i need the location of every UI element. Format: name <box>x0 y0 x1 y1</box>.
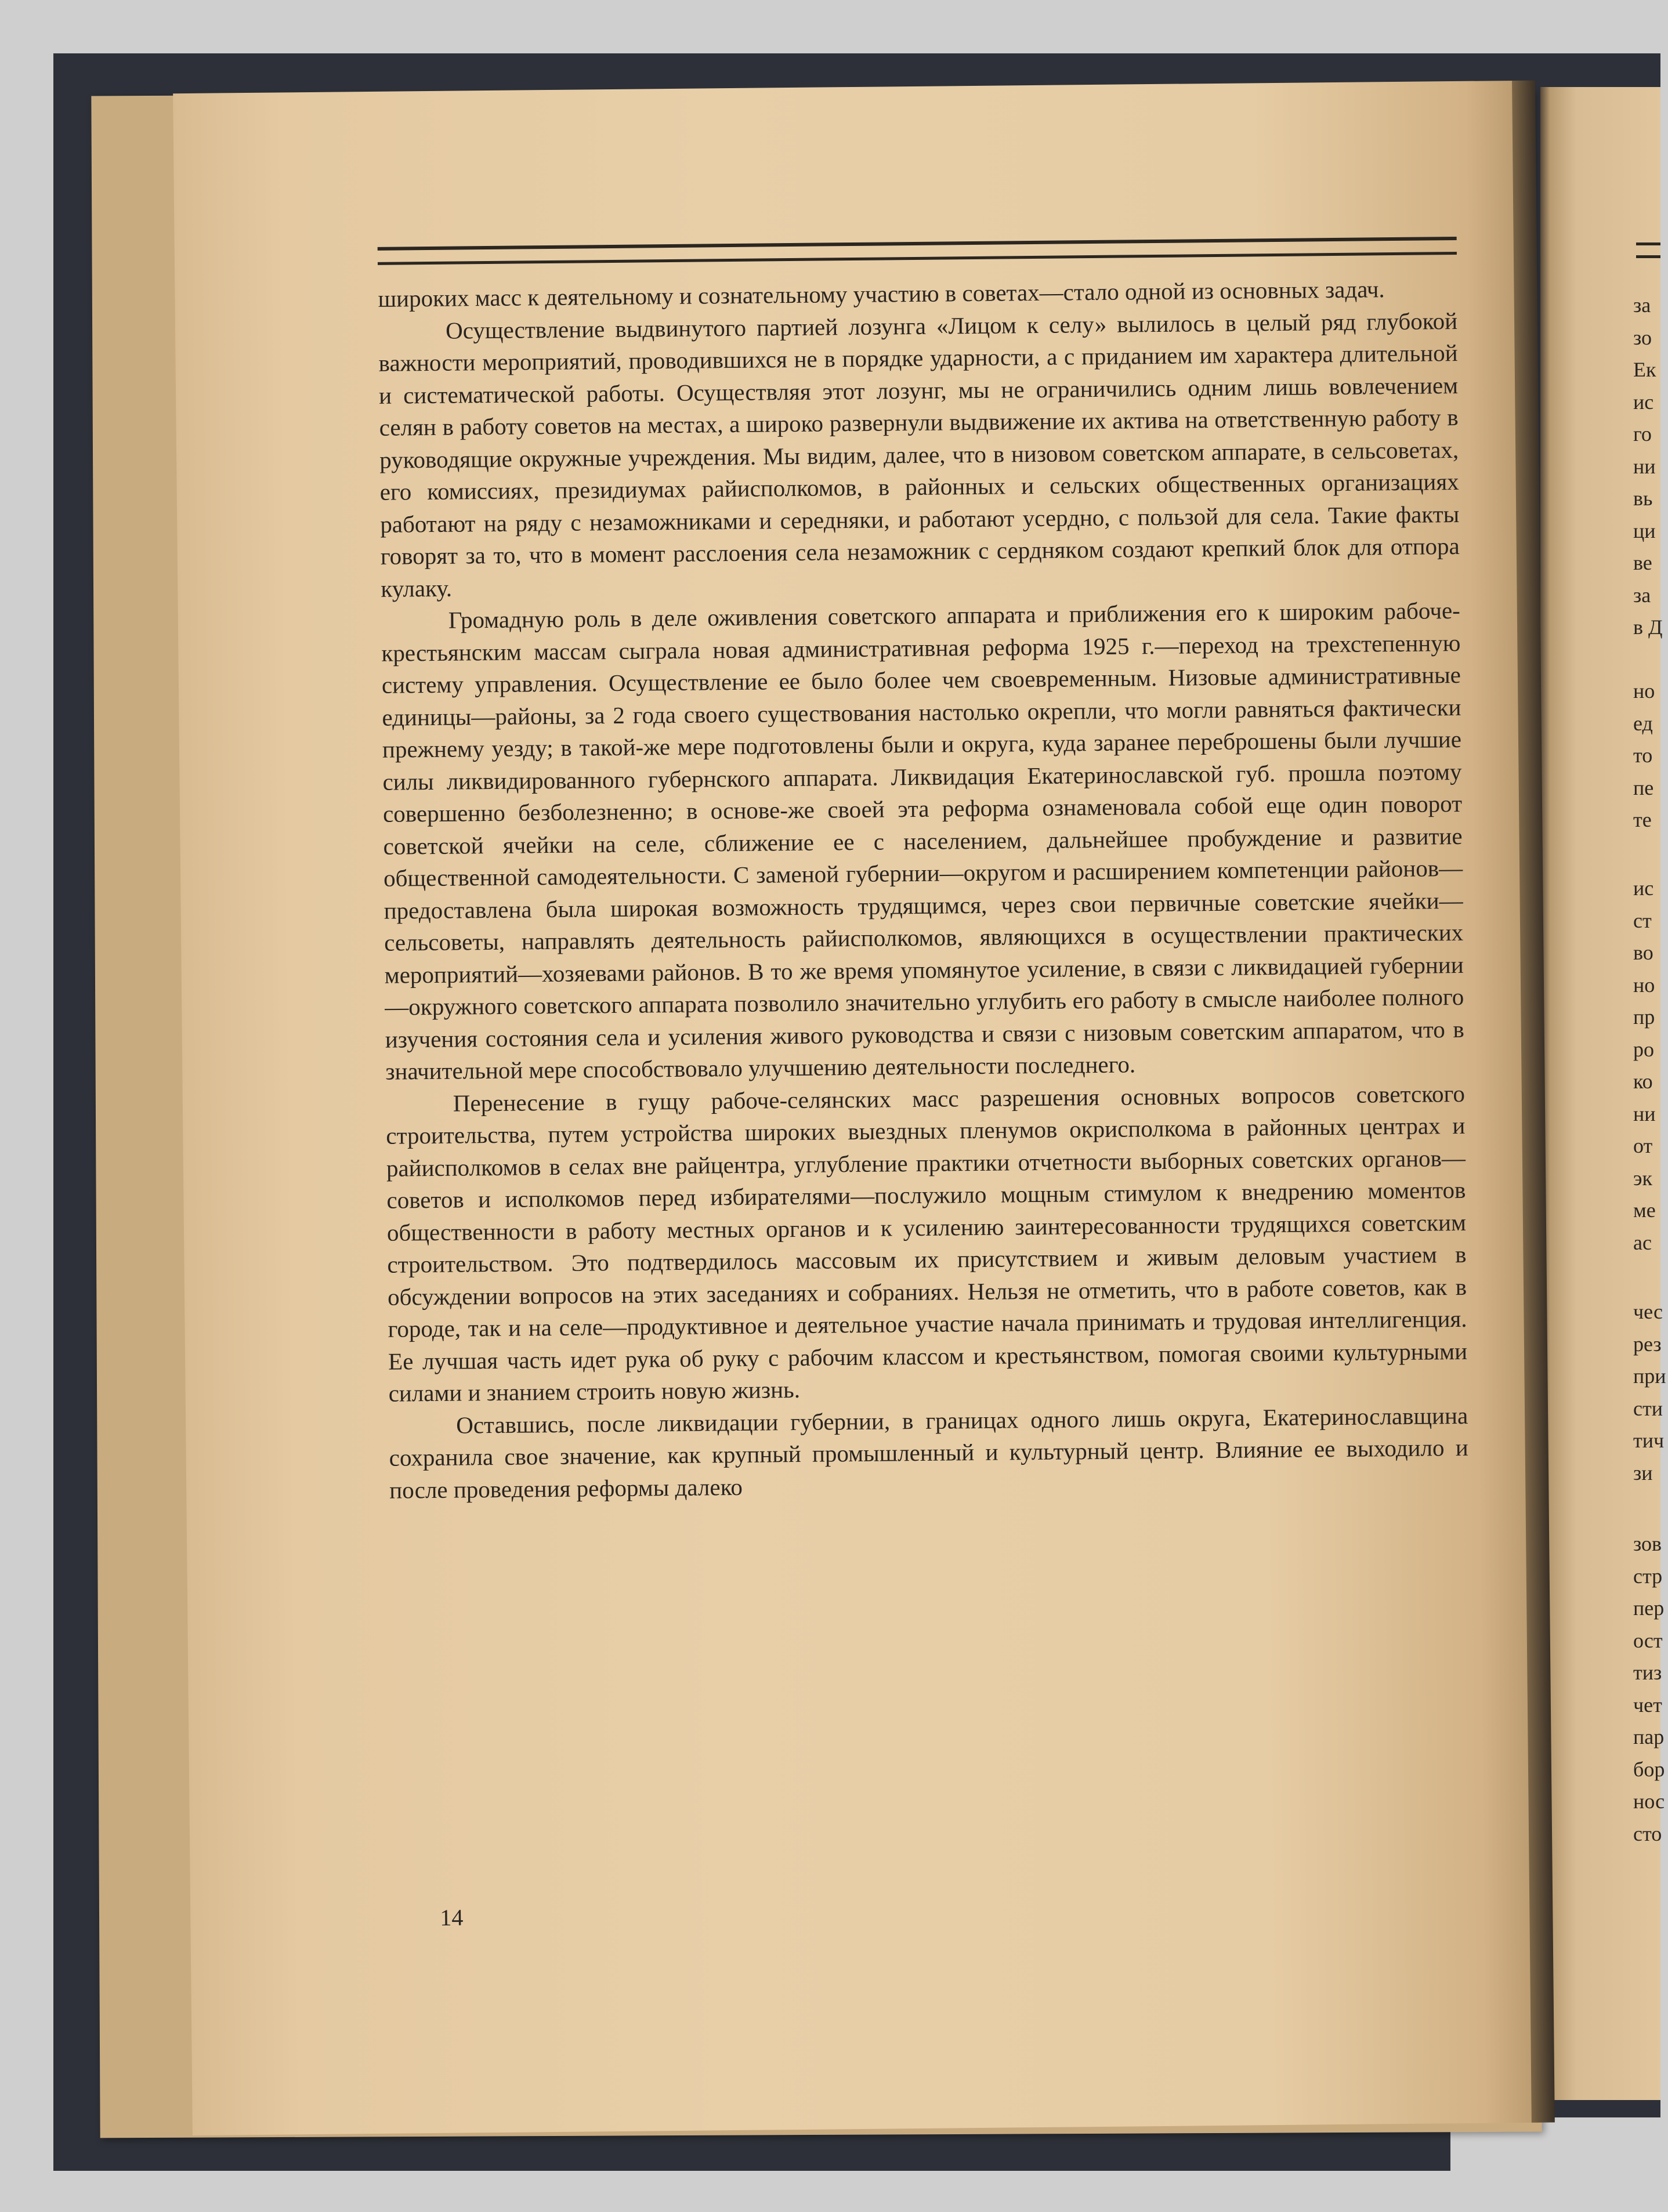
book-page <box>173 81 1539 2135</box>
next-page-line-fragment: зи <box>1633 1461 1653 1485</box>
next-page-line-fragment: за <box>1633 583 1651 607</box>
next-page-line-fragment: ни <box>1633 454 1656 478</box>
header-rule-thin <box>378 252 1457 265</box>
next-page-line-fragment: пер <box>1633 1596 1665 1620</box>
next-page-line-fragment: сто <box>1633 1822 1662 1845</box>
next-page-header-rule <box>1636 242 1660 245</box>
next-page-line-fragment: ас <box>1633 1230 1652 1254</box>
next-page-line-fragment: во <box>1633 941 1653 964</box>
next-page-line-fragment: пе <box>1633 776 1654 799</box>
page-body-text <box>378 273 1468 1507</box>
paragraph: Осуществление выдвинутого партией лозунга «Лицом к селу» вылилось в целый ряд глубокой важности мероприятий, проводившихся не в порядке ударности, а с приданием им характера длительной и систематической работы. Осуществляя этот лозунг, мы не ограничились одним лишь вовлечением селян в работу советов на местах, а широко развернули выдвижение их актива на ответственную работу в руководящие окружные учреждения. Мы видим, далее, что в низовом советском аппарате, в сельсоветах, его комиссиях, президиумах райисполкомов, в районных и сельских общественных организациях работают на ряду с незаможниками и середняки, и работают усердно, с пользой для села. Такие факты говорят за то, что в момент расслоения села незаможник с серднякoм создают крепкий блок для отпора кулаку. <box>378 307 1460 602</box>
next-page-line-fragment: пар <box>1633 1725 1665 1748</box>
next-page-line-fragment: вь <box>1633 487 1653 510</box>
next-page-line-fragment: эк <box>1633 1166 1652 1190</box>
next-page-line-fragment: стр <box>1633 1564 1663 1588</box>
next-page-line-fragment: бор <box>1633 1757 1665 1781</box>
paragraph-continued: широких масс к деятельному и сознательному участию в советах—стало одной из основных задач. <box>378 276 1385 312</box>
next-page-line-fragment: но <box>1633 973 1655 997</box>
next-page-line-fragment: от <box>1633 1134 1653 1157</box>
next-page-line-fragment: ци <box>1633 519 1656 542</box>
next-page-line-fragment: сти <box>1633 1396 1663 1420</box>
next-page-line-fragment: в Д <box>1633 616 1663 639</box>
next-page-line-fragment: ис <box>1633 877 1654 900</box>
next-page-line-fragment: зо <box>1633 325 1652 349</box>
next-page-line-fragment: ве <box>1633 551 1652 574</box>
next-page-line-fragment: ко <box>1633 1070 1653 1093</box>
next-page-line-fragment: ост <box>1633 1628 1663 1652</box>
next-page-line-fragment: зов <box>1633 1532 1662 1555</box>
page-number: 14 <box>440 1904 464 1931</box>
next-page-line-fragment: чес <box>1633 1300 1663 1323</box>
next-page-line-fragment: тич <box>1633 1429 1665 1452</box>
next-page-line-fragment: тиз <box>1633 1661 1662 1684</box>
next-page-line-fragment: ст <box>1633 908 1652 932</box>
next-page-line-fragment: ро <box>1633 1037 1654 1061</box>
next-page-line-fragment: чет <box>1633 1693 1662 1717</box>
paragraph: Перенесение в гущу рабоче-селянских масс разрешения основных вопросов советского строительства, путем устройства широких выездных пленумов окрисполкома в районных центрах и райисполкомов в селах вне райцентра, углубление практики отчетности выборных советских органов—советов и исполкомов перед избирателями—послужило мощным стимулом к внедрению моментов общественности в работу местных органов и к усилению заинтересованности трудящихся советским строительством. Это подтвердилось массовым их присутствием и живым деловым участием в обсуждении вопросов на этих заседаниях и собраниях. Нельзя не отметить, что в работе советов, как в городе, так и на селе—продуктивное и деятельное участие начала принимать и трудовая интеллигенция. Ее лучшая часть идет рука об руку с рабочим классом и крестьянством, помогая своими культурными силами и знанием строить новую жизнь. <box>386 1080 1468 1407</box>
next-page-line-fragment: ед <box>1633 711 1653 735</box>
next-page-line-fragment: ни <box>1633 1102 1656 1125</box>
next-page-line-fragment: ис <box>1633 390 1654 414</box>
next-page-line-fragment: при <box>1633 1364 1666 1388</box>
paragraph: Громадную роль в деле оживления советского аппарата и приближения его к широким рабоче-крестьянским массам сыграла новая административная реформа 1925 г.—переход на трехстепенную систему управления. Осуществление ее было более чем своевременным. Низовые административные единицы—районы, за 2 года своего существования настолько окрепли, что могли равняться фактически прежнему уезду; в такой-же мере подготовлены были и округа, куда заранее переброшены были лучшие силы ликвидированного губернского аппарата. Ликвидация Екатеринославской губ. прошла поэтому совершенно безболезненно; в основе-же своей эта реформа ознаменовала собой еще один поворот советской ячейки на селе, сближение ее с населением, дальнейшее пробуждение и развитие общественной самодеятельности. С заменой губернии—округом и расширением компетенции районов—предоставлена была широкая возможность трудящимся, через свои первичные советские ячейки—сельсоветы, направлять деятельность райисполкомов, являющихся в осуществлении практических мероприятий—хозяевами районов. В то же время упомянутое усиление, в связи с ликвидацией губернии—окружного советского аппарата позволило значительно углубить его работу в смысле наиболее полного изучения состояния села и усиления живого руководства и связи с низовым советским аппаратом, что в значительной мере способствовало улучшению деятельности последнего. <box>381 596 1464 1085</box>
next-page-line-fragment: Ек <box>1633 358 1656 381</box>
next-page-line-fragment: рез <box>1633 1332 1662 1356</box>
next-page-line-fragment: пр <box>1633 1005 1655 1029</box>
next-page-line-fragment: то <box>1633 744 1653 767</box>
next-page-line-fragment: нос <box>1633 1790 1665 1813</box>
next-page-header-rule <box>1636 255 1660 258</box>
next-page-line-fragment: ме <box>1633 1199 1656 1222</box>
next-page-line-fragment: те <box>1633 808 1652 831</box>
header-rule-thick <box>378 237 1457 251</box>
paragraph: Оставшись, после ликвидации губернии, в границах одного лишь округа, Екатеринославщина сохранила свое значение, как крупный промышленный и культурный центр. Влияние ее выходило и после проведения реформы далеко <box>389 1402 1468 1504</box>
next-page-line-fragment: го <box>1633 422 1652 446</box>
next-page-line-fragment: но <box>1633 679 1655 703</box>
next-page-line-fragment: за <box>1633 294 1651 317</box>
